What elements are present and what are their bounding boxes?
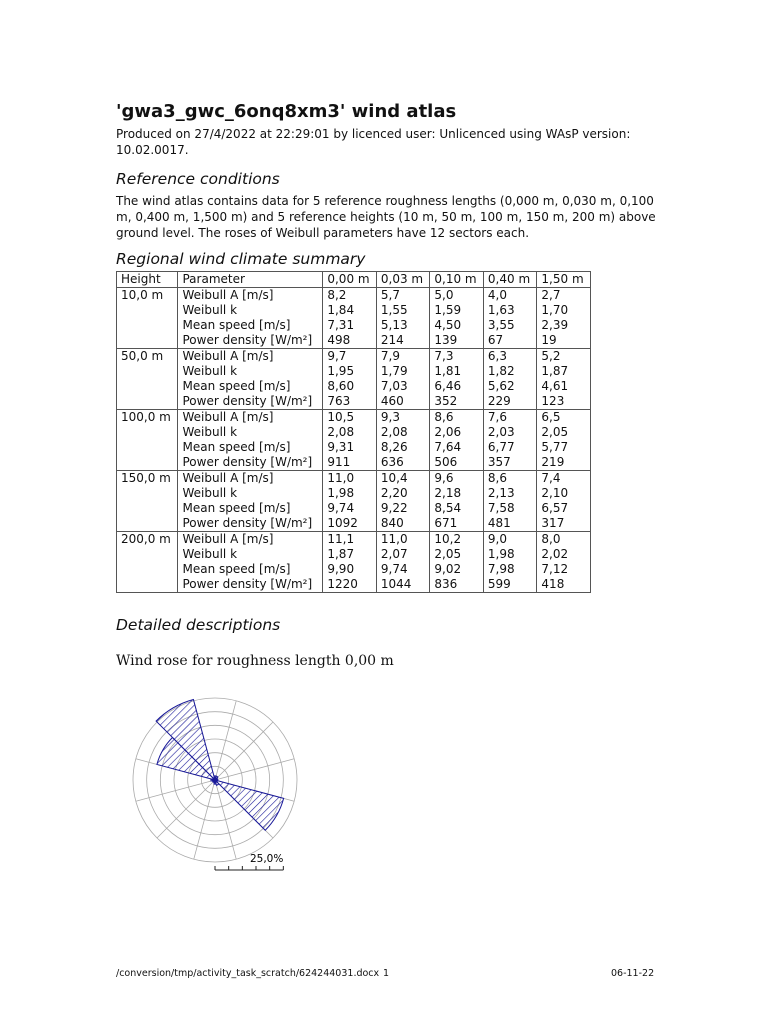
cell-value: 5,62 — [487, 379, 515, 393]
cell-value: 1,82 — [487, 364, 515, 378]
cell-value: 7,4 — [541, 471, 561, 485]
cell-value: 2,7 — [541, 288, 561, 302]
footer-file-path: /conversion/tmp/activity_task_scratch/624244031.docx — [116, 968, 380, 979]
height-cell: 50,0 m — [117, 349, 178, 410]
cell-value: 636 — [380, 455, 404, 469]
value-cell — [537, 532, 591, 593]
parameter-label: Weibull k — [182, 364, 238, 378]
parameter-label: Weibull A [m/s] — [182, 288, 274, 302]
value-cell — [483, 532, 537, 593]
cell-value: 9,90 — [327, 562, 355, 576]
value-cell — [323, 349, 377, 410]
height-cell: 10,0 m — [117, 288, 178, 349]
cell-value: 3,55 — [487, 318, 515, 332]
parameter-label: Power density [W/m²] — [182, 333, 313, 347]
cell-value: 2,39 — [541, 318, 569, 332]
table-row — [117, 410, 591, 471]
parameter-label: Mean speed [m/s] — [182, 562, 291, 576]
cell-value: 10,2 — [434, 532, 462, 546]
cell-value: 7,31 — [327, 318, 355, 332]
cell-value: 1092 — [327, 516, 358, 530]
height-cell: 150,0 m — [117, 471, 178, 532]
rose-center — [212, 777, 218, 783]
cell-value: 6,3 — [487, 349, 507, 363]
cell-value: 5,0 — [434, 288, 454, 302]
table-row — [117, 349, 591, 410]
cell-value: 8,2 — [327, 288, 347, 302]
parameter-label: Mean speed [m/s] — [182, 318, 291, 332]
cell-value: 671 — [434, 516, 458, 530]
cell-value: 9,3 — [380, 410, 400, 424]
height-cell: 200,0 m — [117, 532, 178, 593]
cell-value: 2,05 — [541, 425, 569, 439]
parameter-cell — [178, 349, 323, 410]
table-header-cell: Height — [117, 272, 178, 288]
parameter-label: Weibull k — [182, 303, 238, 317]
value-cell — [430, 471, 484, 532]
cell-value: 418 — [541, 577, 565, 591]
table-row — [117, 471, 591, 532]
cell-value: 9,74 — [327, 501, 355, 515]
footer-date: 06-11-22 — [611, 968, 655, 979]
cell-value: 2,02 — [541, 547, 569, 561]
cell-value: 2,18 — [434, 486, 462, 500]
cell-value: 460 — [380, 394, 404, 408]
parameter-label: Weibull A [m/s] — [182, 349, 274, 363]
cell-value: 1,87 — [327, 547, 355, 561]
value-cell — [430, 288, 484, 349]
cell-value: 67 — [487, 333, 504, 347]
cell-value: 836 — [434, 577, 458, 591]
wind-rose-chart — [120, 680, 320, 880]
cell-value: 10,4 — [380, 471, 408, 485]
cell-value: 4,0 — [487, 288, 507, 302]
cell-value: 214 — [380, 333, 404, 347]
cell-value: 5,13 — [380, 318, 408, 332]
cell-value: 7,98 — [487, 562, 515, 576]
parameter-cell — [178, 410, 323, 471]
cell-value: 763 — [327, 394, 351, 408]
cell-value: 481 — [487, 516, 511, 530]
cell-value: 9,6 — [434, 471, 454, 485]
value-cell — [376, 349, 430, 410]
cell-value: 2,08 — [380, 425, 408, 439]
cell-value: 8,6 — [434, 410, 454, 424]
parameter-label: Power density [W/m²] — [182, 516, 313, 530]
value-cell — [483, 349, 537, 410]
cell-value: 9,0 — [487, 532, 507, 546]
cell-value: 11,0 — [327, 471, 355, 485]
reference-conditions-heading: Reference conditions — [116, 170, 280, 188]
value-cell — [483, 471, 537, 532]
grid-spoke — [215, 722, 273, 780]
height-cell: 100,0 m — [117, 410, 178, 471]
grid-spoke — [157, 780, 215, 838]
cell-value: 11,0 — [380, 532, 408, 546]
cell-value: 1220 — [327, 577, 358, 591]
cell-value: 10,5 — [327, 410, 355, 424]
table-header-row — [117, 272, 591, 288]
summary-heading: Regional wind climate summary — [116, 250, 366, 268]
parameter-label: Weibull A [m/s] — [182, 532, 274, 546]
cell-value: 123 — [541, 394, 565, 408]
cell-value: 840 — [380, 516, 404, 530]
cell-value: 7,9 — [380, 349, 400, 363]
cell-value: 9,22 — [380, 501, 408, 515]
cell-value: 7,6 — [487, 410, 507, 424]
parameter-label: Weibull A [m/s] — [182, 471, 274, 485]
cell-value: 2,03 — [487, 425, 515, 439]
cell-value: 7,03 — [380, 379, 408, 393]
value-cell — [376, 471, 430, 532]
cell-value: 1,55 — [380, 303, 408, 317]
cell-value: 139 — [434, 333, 458, 347]
cell-value: 7,58 — [487, 501, 515, 515]
table-header-cell: 0,03 m — [376, 272, 430, 288]
parameter-label: Weibull k — [182, 547, 238, 561]
cell-value: 599 — [487, 577, 511, 591]
value-cell — [537, 349, 591, 410]
cell-value: 5,2 — [541, 349, 561, 363]
cell-value: 8,0 — [541, 532, 561, 546]
cell-value: 352 — [434, 394, 458, 408]
value-cell — [537, 410, 591, 471]
value-cell — [323, 288, 377, 349]
value-cell — [430, 349, 484, 410]
cell-value: 11,1 — [327, 532, 355, 546]
cell-value: 9,02 — [434, 562, 462, 576]
cell-value: 1,79 — [380, 364, 408, 378]
value-cell — [483, 410, 537, 471]
parameter-cell — [178, 288, 323, 349]
value-cell — [430, 410, 484, 471]
value-cell — [323, 471, 377, 532]
value-cell — [483, 288, 537, 349]
value-cell — [376, 532, 430, 593]
cell-value: 2,20 — [380, 486, 408, 500]
cell-value: 1,63 — [487, 303, 515, 317]
cell-value: 1,98 — [327, 486, 355, 500]
cell-value: 7,12 — [541, 562, 569, 576]
parameter-label: Power density [W/m²] — [182, 577, 313, 591]
cell-value: 2,10 — [541, 486, 569, 500]
value-cell — [323, 532, 377, 593]
table-header-cell: 0,10 m — [430, 272, 484, 288]
cell-value: 357 — [487, 455, 511, 469]
cell-value: 2,05 — [434, 547, 462, 561]
parameter-label: Mean speed [m/s] — [182, 379, 291, 393]
parameter-label: Mean speed [m/s] — [182, 440, 291, 454]
parameter-label: Weibull A [m/s] — [182, 410, 274, 424]
cell-value: 498 — [327, 333, 351, 347]
cell-value: 6,77 — [487, 440, 515, 454]
cell-value: 2,06 — [434, 425, 462, 439]
value-cell — [376, 288, 430, 349]
cell-value: 1,98 — [487, 547, 515, 561]
cell-value: 1,70 — [541, 303, 569, 317]
document-title: 'gwa3_gwc_6onq8xm3' wind atlas — [116, 101, 457, 122]
parameter-cell — [178, 532, 323, 593]
cell-value: 6,5 — [541, 410, 561, 424]
cell-value: 9,31 — [327, 440, 355, 454]
cell-value: 2,13 — [487, 486, 515, 500]
cell-value: 8,26 — [380, 440, 408, 454]
cell-value: 9,74 — [380, 562, 408, 576]
reference-conditions-text: The wind atlas contains data for 5 reference roughness lengths (0,000 m, 0,030 m, 0,100 m, 0,400 m, 1,500 m) and 5 reference heights (10 m, 50 m, 100 m, 150 m, 200 m) above ground level. The roses of Weibull parameters have 12 sectors each. — [116, 194, 656, 240]
cell-value: 2,08 — [327, 425, 355, 439]
cell-value: 1,81 — [434, 364, 462, 378]
cell-value: 1,59 — [434, 303, 462, 317]
cell-value: 6,57 — [541, 501, 569, 515]
value-cell — [537, 288, 591, 349]
table-header-cell: 0,40 m — [483, 272, 537, 288]
cell-value: 8,6 — [487, 471, 507, 485]
table-header-cell: 0,00 m — [323, 272, 377, 288]
cell-value: 19 — [541, 333, 557, 347]
parameter-label: Power density [W/m²] — [182, 394, 313, 408]
parameter-cell — [178, 471, 323, 532]
wind-rose-heading: Wind rose for roughness length 0,00 m — [116, 653, 394, 669]
cell-value: 5,7 — [380, 288, 400, 302]
cell-value: 229 — [487, 394, 511, 408]
cell-value: 4,61 — [541, 379, 569, 393]
table-header-cell: 1,50 m — [537, 272, 591, 288]
parameter-label: Mean speed [m/s] — [182, 501, 291, 515]
cell-value: 4,50 — [434, 318, 462, 332]
table-row — [117, 288, 591, 349]
value-cell — [323, 410, 377, 471]
detailed-descriptions-heading: Detailed descriptions — [116, 616, 281, 634]
parameter-label: Weibull k — [182, 425, 238, 439]
cell-value: 506 — [434, 455, 458, 469]
cell-value: 2,07 — [380, 547, 408, 561]
cell-value: 1,84 — [327, 303, 355, 317]
cell-value: 9,7 — [327, 349, 347, 363]
value-cell — [537, 471, 591, 532]
cell-value: 7,64 — [434, 440, 462, 454]
cell-value: 219 — [541, 455, 565, 469]
table-row — [117, 532, 591, 593]
cell-value: 7,3 — [434, 349, 454, 363]
value-cell — [430, 532, 484, 593]
summary-table — [116, 271, 591, 593]
cell-value: 8,54 — [434, 501, 462, 515]
cell-value: 5,77 — [541, 440, 569, 454]
produced-info: Produced on 27/4/2022 at 22:29:01 by licenced user: Unlicenced using WAsP version: 10.02.0017. — [116, 127, 631, 157]
parameter-label: Weibull k — [182, 486, 238, 500]
cell-value: 6,46 — [434, 379, 462, 393]
cell-value: 911 — [327, 455, 351, 469]
scale-label: 25,0% — [249, 853, 284, 865]
footer-page-number: 1 — [383, 968, 390, 979]
cell-value: 317 — [541, 516, 565, 530]
table-header-cell: Parameter — [178, 272, 323, 288]
cell-value: 1,87 — [541, 364, 569, 378]
cell-value: 1,95 — [327, 364, 355, 378]
value-cell — [376, 410, 430, 471]
cell-value: 1044 — [380, 577, 412, 591]
cell-value: 8,60 — [327, 379, 355, 393]
parameter-label: Power density [W/m²] — [182, 455, 313, 469]
